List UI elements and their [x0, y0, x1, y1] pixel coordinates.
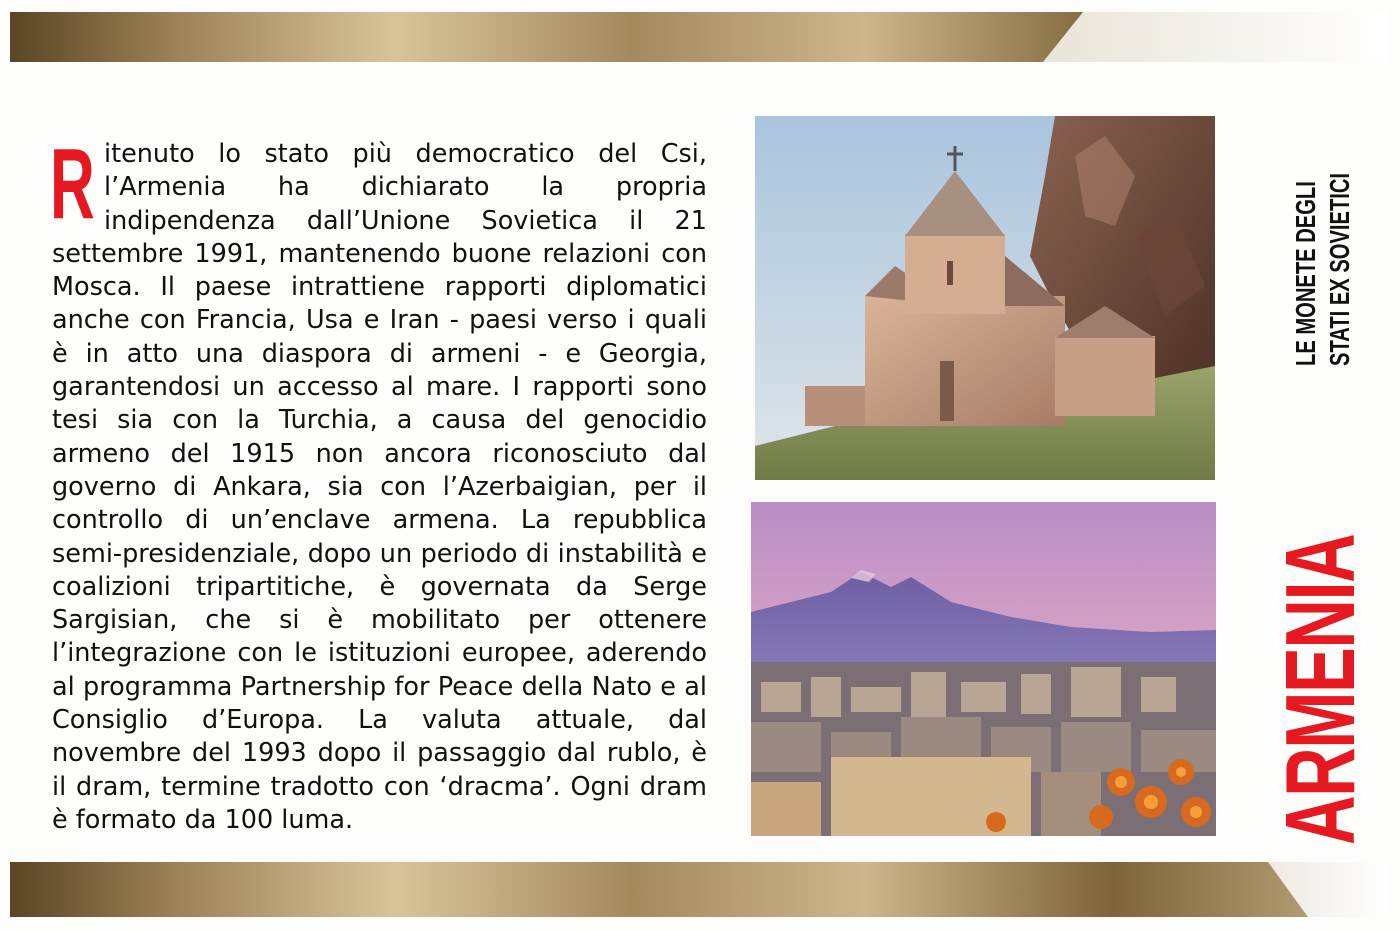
series-line-1: LE MONETE DEGLI	[1290, 181, 1321, 366]
series-line-2: STATI EX SOVIETICI	[1324, 172, 1355, 366]
city-photo	[751, 502, 1216, 836]
drop-cap: R	[50, 128, 95, 240]
series-title	[1289, 173, 1357, 366]
top-gold-band	[10, 12, 1388, 62]
bottom-gold-band	[10, 862, 1388, 917]
article-text: itenuto lo stato più democratico del Csi, l’Armenia ha dichiarato la propria indipendenza dall’Unione Sovietica il 21 settembre 1991, mantenendo buone relazioni con Mosca. Il paese intrattiene rapporti diplomatici anche con Francia, Usa e Iran - paesi verso i quali è in atto una diaspora di armeni - e Georgia, garantendosi un accesso al mare. I rapporti sono tesi sia con la Turchia, a causa del genocidio armeno del 1915 non ancora riconosciuto dal governo di Ankara, sia con l’Azerbaigian, per il controllo di un’enclave armena. La repubblica semi-presidenziale, dopo un periodo di instabilità e coalizioni tripartitiche, è governata da Serge Sargisian, che si è mobilitato per ottenere l’integrazione con le istituzioni europee, aderendo al programma Partnership for Peace della Nato e al Consiglio d’Europa. La valuta attuale, dal novembre del 1993 dopo il passaggio dal rublo, è il dram, termine tradotto con ‘dracma’. Ogni dram è formato da 100 luma.	[52, 139, 707, 835]
church-photo	[755, 116, 1215, 480]
article-body	[50, 128, 707, 837]
country-title: ARMENIA	[1265, 534, 1375, 845]
